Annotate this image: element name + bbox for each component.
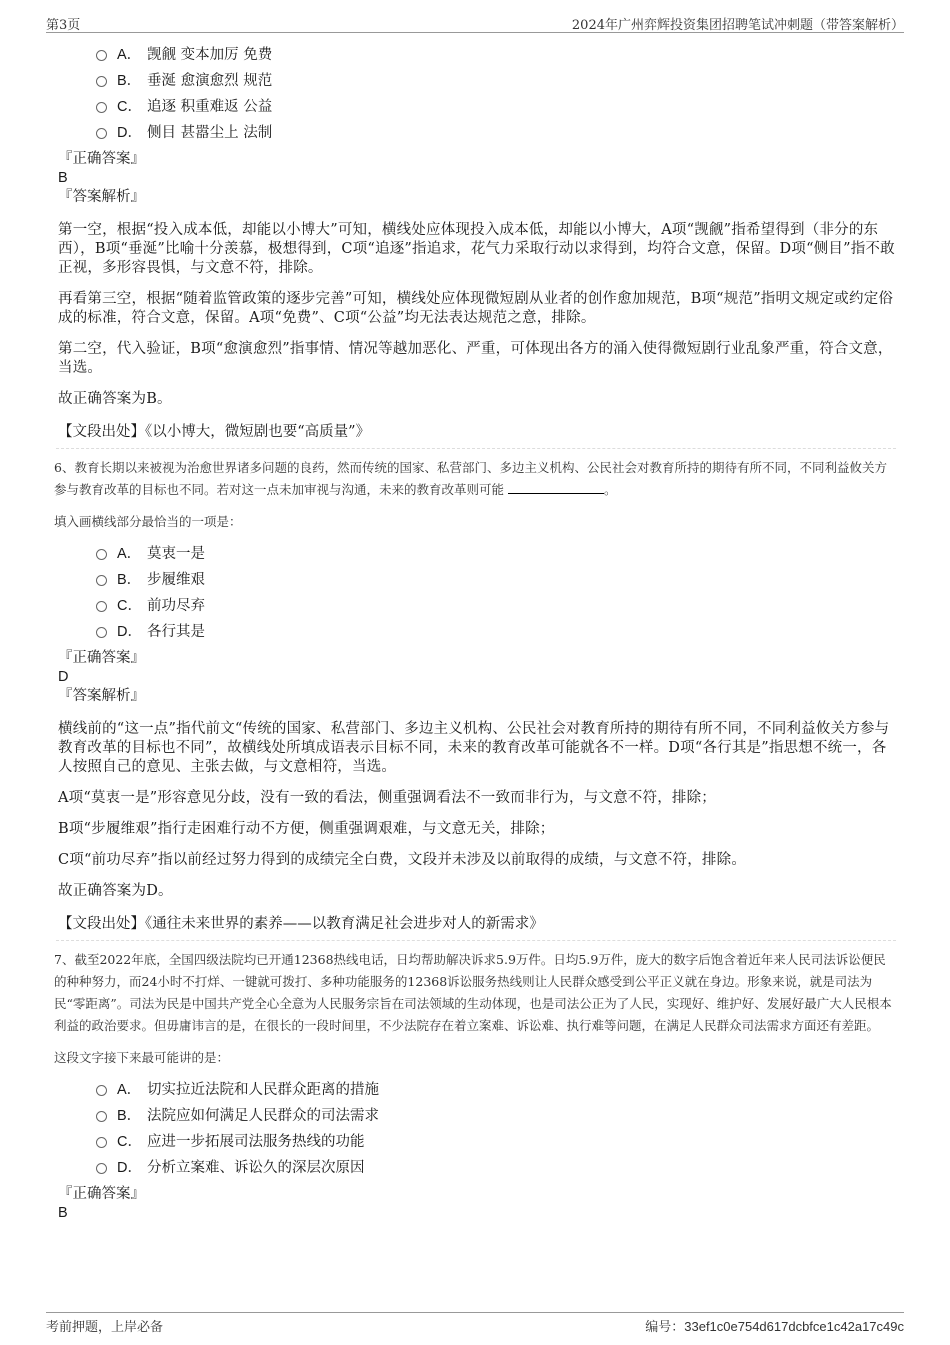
page-number: 第3页	[46, 18, 81, 33]
q6-analysis-p5: 故正确答案为D。	[58, 883, 173, 899]
correct-answer-label: 『正确答案』	[58, 151, 145, 167]
q7-stem: 7、截至2022年底，全国四级法院均已开通12368热线电话，日均帮助解决诉求5.9万件。日均5.9万件，庞大的数字后饱含着近年来人民司法诉讼便民的种种努力，而24小时不打烊、一键就可拨打、多种功能服务的12368诉讼服务热线则让人民群众感受到公平正义就在身边。形象来说，就是司法为民“零距离”。司法为民是中国共产党全心全意为人民服务宗旨在司法领域的生动体现，也是司法公正为了人民，实现好、维护好、发展好最广大人民根本利益的政治要求。但毋庸讳言的是，在很长的一段时间里，不少法院存在着立案难、诉讼难、执行难等问题，在满足人民群众司法需求方面还有差距。	[54, 952, 892, 1033]
q5-analysis-p3: 第二空，代入验证，B项“愈演愈烈”指事情、情况等越加恶化、严重，可体现出各方的涌入使得微短剧行业乱象严重，符合文意，当选。	[58, 341, 893, 376]
analysis-label: 『答案解析』	[58, 189, 145, 205]
radio-icon[interactable]	[96, 601, 107, 612]
q6-prompt: 填入画横线部分最恰当的一项是：	[54, 514, 242, 529]
q6-option-a[interactable]: A． 莫衷一是	[96, 539, 896, 565]
q7-option-d[interactable]: D． 分析立案难、诉讼久的深层次原因	[96, 1153, 896, 1179]
q5-analysis-p1: 第一空，根据“投入成本低，却能以小博大”可知，横线处应体现投入成本低，却能以小博大，A项“觊觎”指希望得到（非分的东西），B项“垂涎”比喻十分羡慕，极想得到，C项“追逐”指追求，花气力采取行动以求得到，均符合文意，保留。D项“侧目”指不敢正视，多形容畏惧，与文意不符，排除。	[58, 222, 895, 276]
page-header	[46, 12, 904, 33]
q5-analysis-p4: 故正确答案为B。	[58, 391, 172, 407]
q7-answer: B	[58, 1205, 68, 1221]
q6-analysis-p1: 横线前的“这一点”指代前文“传统的国家、私营部门、多边主义机构、公民社会对教育所持的期待有所不同，不同利益攸关方参与教育改革的目标也不同”，故横线处所填成语表示目标不同，未来的教育改革可能就各不一样。D项“各行其是”指思想不统一，各人按照自己的意见、主张去做，与文意相符，当选。	[58, 721, 890, 775]
q6-analysis-p4: C项“前功尽弃”指以前经过努力得到的成绩完全白费，文段并未涉及以前取得的成绩，与文意不符，排除。	[58, 852, 747, 868]
radio-icon[interactable]	[96, 1137, 107, 1148]
q6-source: 【文段出处】《通往未来世界的素养——以教育满足社会进步对人的新需求》	[58, 916, 544, 932]
q5-source: 【文段出处】《以小博大，微短剧也要“高质量”》	[58, 424, 371, 440]
radio-icon[interactable]	[96, 102, 107, 113]
q6-stem: 6、教育长期以来被视为治愈世界诸多问题的良药，然而传统的国家、私营部门、多边主义机构、公民社会对教育所持的期待有所不同，不同利益攸关方参与教育改革的目标也不同。若对这一点未加审视与沟通，未来的教育改革则可能 。	[54, 460, 887, 497]
document-body	[56, 40, 896, 1223]
radio-icon[interactable]	[96, 627, 107, 638]
q6-analysis-p2: A项“莫衷一是”形容意见分歧，没有一致的看法，侧重强调看法不一致而非行为，与文意不符，排除；	[58, 790, 716, 806]
q5-analysis-p2: 再看第三空，根据“随着监管政策的逐步完善”可知，横线处应体现微短剧从业者的创作愈加规范，B项“规范”指明文规定或约定俗成的标准，符合文意，保留。A项“免费”、C项“公益”均无法表达规范之意，排除。	[58, 291, 894, 326]
q7-prompt: 这段文字接下来最可能讲的是：	[54, 1050, 230, 1065]
radio-icon[interactable]	[96, 128, 107, 139]
correct-answer-label: 『正确答案』	[58, 1186, 145, 1202]
q7-option-a[interactable]: A． 切实拉近法院和人民群众距离的措施	[96, 1075, 896, 1101]
q5-option-a[interactable]: A． 觊觎 变本加厉 免费	[96, 40, 896, 66]
q5-answer: B	[58, 170, 68, 186]
q5-option-b[interactable]: B． 垂涎 愈演愈烈 规范	[96, 66, 896, 92]
page-footer	[46, 1312, 904, 1337]
divider	[56, 940, 896, 941]
q5-option-c[interactable]: C． 追逐 积重难返 公益	[96, 92, 896, 118]
q6-option-d[interactable]: D． 各行其是	[96, 617, 896, 643]
radio-icon[interactable]	[96, 1111, 107, 1122]
q6-option-c[interactable]: C． 前功尽弃	[96, 591, 896, 617]
radio-icon[interactable]	[96, 549, 107, 560]
radio-icon[interactable]	[96, 1163, 107, 1174]
document-title: 2024年广州弈辉投资集团招聘笔试冲刺题（带答案解析）	[571, 18, 904, 33]
radio-icon[interactable]	[96, 50, 107, 61]
q6-answer: D	[58, 669, 69, 685]
divider	[56, 448, 896, 449]
q5-option-d[interactable]: D． 侧目 甚嚣尘上 法制	[96, 118, 896, 144]
footer-note: 考前押题，上岸必备	[46, 1320, 164, 1335]
analysis-label: 『答案解析』	[58, 688, 145, 704]
document-code: 编号：33ef1c0e754d617dcbfce1c42a17c49c	[645, 1319, 904, 1335]
radio-icon[interactable]	[96, 76, 107, 87]
q6-options	[96, 539, 896, 643]
radio-icon[interactable]	[96, 1085, 107, 1096]
fill-blank	[508, 481, 604, 494]
q6-analysis-p3: B项“步履维艰”指行走困难行动不方便，侧重强调艰难，与文意无关，排除；	[58, 821, 555, 837]
radio-icon[interactable]	[96, 575, 107, 586]
q7-option-b[interactable]: B． 法院应如何满足人民群众的司法需求	[96, 1101, 896, 1127]
correct-answer-label: 『正确答案』	[58, 650, 145, 666]
q7-option-c[interactable]: C． 应进一步拓展司法服务热线的功能	[96, 1127, 896, 1153]
q5-options	[96, 40, 896, 144]
q6-option-b[interactable]: B． 步履维艰	[96, 565, 896, 591]
q7-options	[96, 1075, 896, 1179]
